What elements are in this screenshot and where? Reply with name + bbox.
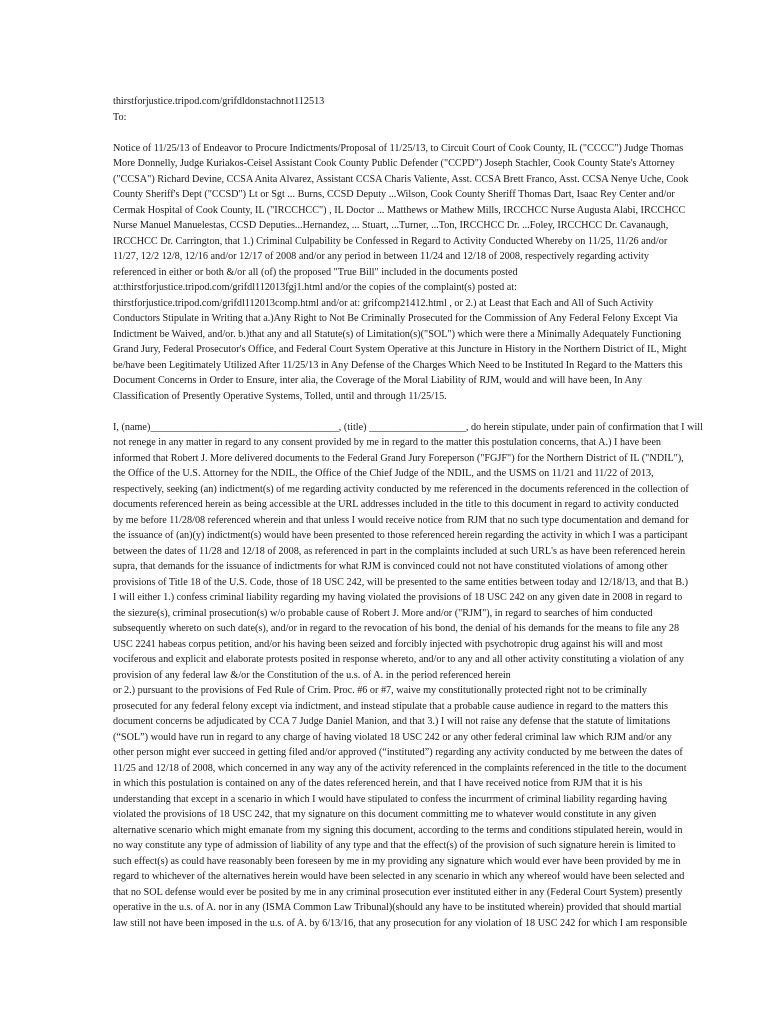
text-line: not renege in any matter in regard to any consent provided by me in regard to the matter this postulation concerns, that A.) I have been	[113, 437, 661, 448]
text-line: the Office of the U.S. Attorney for the NDIL, the Office of the Chief Judge of the NDIL, and the USMS on 11/21 and 11/22 of 2013,	[113, 468, 654, 479]
blank-line	[113, 404, 759, 420]
text-line: or 2.) pursuant to the provisions of Fed Rule of Crim. Proc. #6 or #7, waive my constitutionally protected right not to be criminally	[113, 685, 647, 696]
text-line: documents referenced herein as being accessible at the URL addresses included in the title to this document in regard to activity conducted	[113, 499, 679, 510]
text-line: Indictment be Waived, and/or. b.)that any and all Statute(s) of Limitation(s)("SOL") which were there a Minimally Adequately Functioning	[113, 328, 682, 340]
text-line: prosecuted for any federal felony except via indictment, and instead stipulate that a probable cause audience in regard to the matters this	[113, 700, 669, 712]
text-line: County Sheriff's Dept ("CCSD") Lt or Sgt ... Burns, CCSD Deputy ...Wilson, Cook County Sheriff Thomas Dart, Isaac Rey Center and/or	[113, 189, 675, 200]
text-line: Notice of 11/25/13 of Endeavor to Procure Indictments/Proposal of 11/25/13, to Circuit Court of Cook County, IL ("CCCC") Judge Thomas	[113, 142, 684, 154]
text-line: IRCCHCC Dr. Carrington, that 1.) Criminal Culpability be Confessed in Regard to Activity Conducted Whereby on 11/25, 11/26 and/or	[113, 235, 668, 247]
text-line: supra, that demands for the issuance of indictments for what RJM is convinced could not not have constituted violations of among other	[113, 561, 668, 572]
text-line: I will either 1.) confess criminal liability regarding my having violated the provisions of 18 USC 242 on any given date in 2008 in regard to	[113, 592, 683, 603]
text-line: between the dates of 11/28 and 12/18 of 2008, as referenced in part in the complaints included at such URL's as have been referenced herein	[113, 545, 686, 557]
text-line: that no SOL defense would ever be posited by me in any criminal prosecution ever instituted either in any (Federal Court System) presently	[113, 886, 683, 898]
text-line: Classification of Presently Operative Systems, Tolled, until and through 11/25/15.	[113, 390, 447, 402]
text-line: ("CCSA") Richard Devine, CCSA Anita Alvarez, Assistant CCSA Charis Valiente, Asst. CCSA Brett Franco, Asst. CCSA Nenye Uche, Cook	[113, 173, 689, 185]
text-line: thirstforjustice.tripod.com/grifdl112013comp.html and/or at: grifcomp21412.html , or 2.) at Least that Each and All of Such Activity	[113, 297, 654, 309]
text-line: 11/27, 12/2 12/8, 12/16 and/or 12/17 of 2008 and/or any period in between 11/24 and 12/18 of 2008, respectively regarding activity	[113, 251, 649, 262]
text-line: (“SOL”) would have run in regard to any charge of having violated 18 USC 242 or any other federal criminal law which RJM and/or any	[113, 731, 672, 743]
text-line: provision of any federal law &/or the Constitution of the u.s. of A. in the period referenced herein	[113, 669, 511, 681]
text-line: I, (name)_____________________________________, (title) ___________________, do herein stipulate, under pain of confirmation that I will	[113, 421, 703, 433]
text-line: operative in the u.s. of A. nor in any (ISMA Common Law Tribunal)(should any have to be instituted wherein) provided that should martial	[113, 902, 682, 913]
text-line: Cermak Hospital of Cook County, IL ("IRCCHCC") , IL Doctor ... Matthews or Mathew Mills, IRCCHCC Nurse Augusta Alabi, IRCCHCC	[113, 204, 686, 216]
text-line: other person might ever succeed in getting filed and/or approved (“instituted”) regarding any activity conducted by me between the dates of	[113, 747, 683, 758]
text-line: vociferous and explicit and elaborate protests posited in response whereto, and/or to any and all other activity constituting a violation of any	[113, 654, 684, 665]
text-line: USC 2241 habeas corpus petition, and/or his having been seized and forcibly injected with psychotropic drug against his will and most	[113, 638, 663, 650]
stipulation-paragraph	[113, 420, 759, 932]
text-line: Grand Jury, Federal Prosecutor's Office, and Federal Court System Operative at this Juncture in History in the Northern District of IL, Might	[113, 344, 687, 355]
addressee-line: To:	[113, 111, 127, 123]
text-line: informed that Robert J. More delivered documents to the Federal Grand Jury Foreperson ("FGJF") for the Northern District of IL ("NDIL"),	[113, 452, 684, 464]
text-line: subsequently whereto on such date(s), and/or in regard to the revocation of his bond, the denial of his demands for the means to file any 28	[113, 623, 680, 634]
blank-line	[113, 125, 759, 141]
text-line: respectively, seeking (an) indictment(s) of me regarding activity conducted by me referenced in the documents referenced in the collection of	[113, 483, 689, 495]
text-line: no way constitute any type of admission of liability of any type and that the effect(s) of the provision of such signature herein is limited to	[113, 840, 676, 851]
document-url: thirstforjustice.tripod.com/grifdldonstachnot112513	[113, 96, 325, 107]
text-line: referenced in either or both &/or all (of) the proposed "True Bill" included in the documents posted	[113, 266, 518, 278]
text-line: violated the provisions of 18 USC 242, that my signature on this document committing me to whatever would constitute in any given	[113, 809, 657, 820]
text-line: the issuance of (an)(y) indictment(s) would have been presented to those referenced herein regarding the activity in which I was a participant	[113, 530, 688, 541]
text-line: document concerns be adjudicated by CCA 7 Judge Daniel Manion, and that 3.) I will not raise any defense that the statute of limitations	[113, 716, 671, 727]
text-line: law still not have been imposed in the u.s. of A. by 6/13/16, that any prosecution for any violation of 18 USC 242 for which I am responsible	[113, 917, 688, 929]
text-line: provisions of Title 18 of the U.S. Code, those of 18 USC 242, will be presented to the same entities between today and 12/18/13, and that B.)	[113, 576, 688, 588]
text-line: alternative scenario which might emanate from my signing this document, according to the terms and conditions stipulated herein, would in	[113, 824, 683, 836]
text-line: by me before 11/28/08 referenced wherein and that unless I would receive notice from RJM that no such type documentation and demand for	[113, 514, 689, 526]
text-line: Nurse Manuel Manuelestas, CCSD Deputies...Hernandez, ... Stuart, ...Turner, ...Ton, IRCCHCC Dr. ...Foley, IRCCHCC Dr. Cavanaugh,	[113, 220, 669, 231]
text-line: be/have been Legitimately Utilized After 11/25/13 in Any Defense of the Charges Which Need to be Instituted In Regard to the Matters this	[113, 359, 683, 371]
text-line: regard to whichever of the alternatives herein would have been selected in any scenario in which any whereof would have been selected and	[113, 871, 685, 882]
text-line: the siezure(s), criminal prosecution(s) w/o probable cause of Robert J. More and/or ("RJM"), in regard to searches of him conducted	[113, 607, 653, 619]
text-line: at:thirstforjustice.tripod.com/grifdl112013fgj1.html and/or the copies of the complaint(s) posted at:	[113, 282, 517, 293]
text-line: such effect(s) as could have reasonably been foreseen by me in my providing any signature which would ever have been provided by me in	[113, 855, 681, 867]
text-line: in which this postulation is contained on any of the dates referenced herein, and that I have received notice from RJM that it is his	[113, 778, 643, 789]
text-line: More Donnelly, Judge Kuriakos-Ceisel Assistant Cook County Public Defender ("CCPD") Joseph Stachler, Cook County State's Attorney	[113, 158, 675, 169]
document-page	[113, 94, 759, 931]
text-line: Document Concerns in Order to Ensure, inter alia, the Coverage of the Moral Liability of RJM, would and will have been, In Any	[113, 375, 643, 386]
text-line: 11/25 and 12/18 of 2008, which concerned in any way any of the activity referenced in the complaints referenced in the title to the document	[113, 762, 687, 774]
notice-paragraph	[113, 141, 759, 405]
text-line: understanding that except in a scenario in which I would have stipulated to confess the incurrment of criminal liability regarding having	[113, 793, 667, 805]
text-line: Conductors Stipulate in Writing that a.)Any Right to Not Be Criminally Prosecuted for the Commission of Any Federal Felony Except Via	[113, 313, 678, 324]
